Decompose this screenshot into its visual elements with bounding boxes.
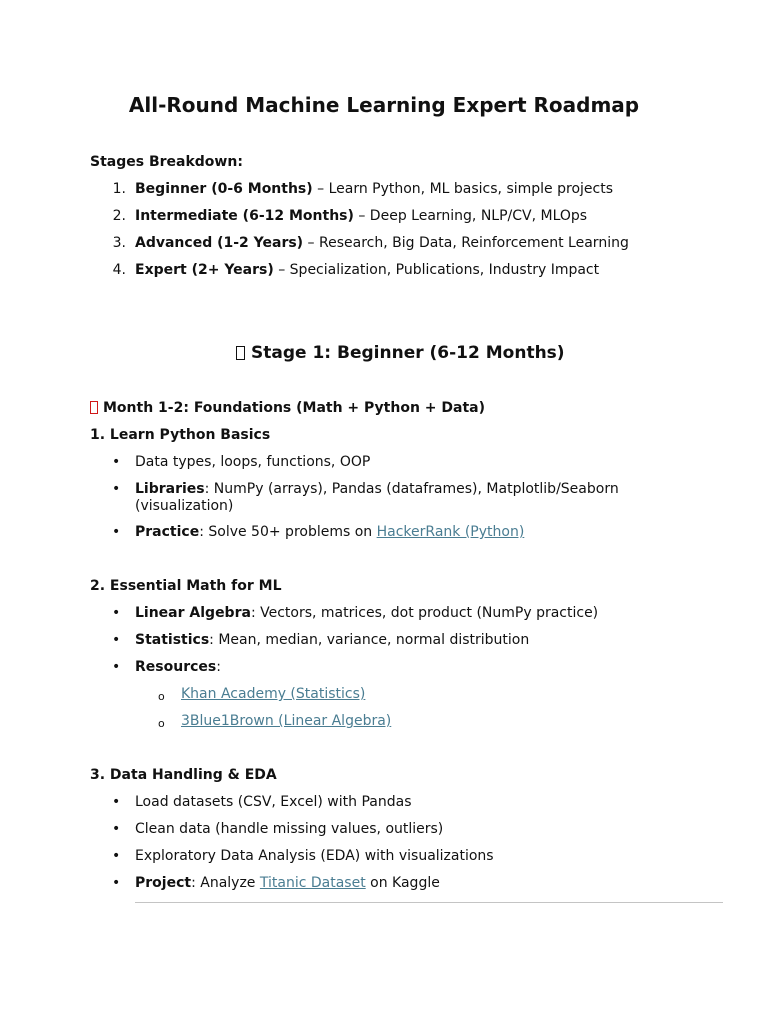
sub-bullet-marker: o — [158, 690, 165, 703]
bullet-marker: • — [112, 848, 121, 864]
missing-emoji-icon — [236, 346, 245, 360]
list-item-continuation: (visualization) — [135, 498, 234, 514]
list-item-text — [135, 181, 613, 198]
month-heading — [90, 400, 485, 417]
item-label: Practice — [135, 524, 200, 540]
item-text: : Vectors, matrices, dot product (NumPy practice) — [250, 605, 599, 621]
stage-label: Beginner (0-6 Months) — [135, 181, 313, 197]
list-item: Clean data (handle missing values, outliers) — [135, 821, 444, 837]
list-number: 1. — [112, 181, 126, 197]
list-item: Data types, loops, functions, OOP — [135, 454, 371, 470]
sub-bullet-marker: o — [158, 717, 165, 730]
bullet-marker: • — [112, 659, 121, 675]
list-item — [135, 632, 529, 649]
list-item-text — [135, 235, 629, 252]
titanic-dataset-link[interactable]: Titanic Dataset — [259, 875, 366, 891]
stage1-heading-text: Stage 1: Beginner (6-12 Months) — [251, 343, 565, 363]
horizontal-rule — [135, 902, 723, 903]
bullet-marker: • — [112, 605, 121, 621]
list-item — [135, 481, 619, 498]
bullet-marker: • — [112, 454, 121, 470]
item-label: Libraries — [135, 481, 205, 497]
item-text: on Kaggle — [365, 875, 440, 891]
item-text: : NumPy (arrays), Pandas (dataframes), Matplotlib/Seaborn — [204, 481, 619, 497]
stages-breakdown-heading: Stages Breakdown: — [90, 154, 243, 170]
list-item: Exploratory Data Analysis (EDA) with visualizations — [135, 848, 494, 864]
stage-desc: – Deep Learning, NLP/CV, MLOps — [353, 208, 588, 224]
list-number: 4. — [112, 262, 126, 278]
stage-desc: – Research, Big Data, Reinforcement Learning — [303, 235, 629, 251]
section1-heading: 1. Learn Python Basics — [90, 427, 271, 443]
list-item: Load datasets (CSV, Excel) with Pandas — [135, 794, 412, 810]
bullet-marker: • — [112, 632, 121, 648]
bullet-marker: • — [112, 524, 121, 540]
item-label: Resources — [135, 659, 217, 675]
item-label: Linear Algebra — [135, 605, 251, 621]
list-item — [135, 524, 524, 541]
item-text: : Solve 50+ problems on — [199, 524, 377, 540]
item-label: Project — [135, 875, 192, 891]
hackerrank-link[interactable]: HackerRank (Python) — [376, 524, 525, 540]
stage-label: Expert (2+ Years) — [135, 262, 274, 278]
list-item-text — [135, 208, 587, 225]
list-item-text — [135, 262, 599, 279]
3blue1brown-link[interactable]: 3Blue1Brown (Linear Algebra) — [181, 713, 392, 729]
list-item — [135, 875, 440, 892]
list-item — [135, 605, 598, 622]
stage-desc: – Specialization, Publications, Industry Impact — [273, 262, 600, 278]
section3-heading: 3. Data Handling & EDA — [90, 767, 277, 783]
month-heading-text: Month 1-2: Foundations (Math + Python + Data) — [103, 400, 486, 416]
bullet-marker: • — [112, 794, 121, 810]
missing-emoji-icon — [90, 401, 98, 414]
list-item — [135, 659, 221, 676]
bullet-marker: • — [112, 821, 121, 837]
stage-label: Advanced (1-2 Years) — [135, 235, 304, 251]
khan-academy-link[interactable]: Khan Academy (Statistics) — [181, 686, 366, 702]
stage1-heading — [236, 343, 565, 363]
page-title: All-Round Machine Learning Expert Roadmap — [128, 93, 640, 117]
list-number: 3. — [112, 235, 126, 251]
bullet-marker: • — [112, 875, 121, 891]
item-text: : Analyze — [191, 875, 260, 891]
stage-label: Intermediate (6-12 Months) — [135, 208, 354, 224]
stage-desc: – Learn Python, ML basics, simple projects — [312, 181, 613, 197]
bullet-marker: • — [112, 481, 121, 497]
item-label: Statistics — [135, 632, 210, 648]
item-text: : Mean, median, variance, normal distribution — [209, 632, 530, 648]
section2-heading: 2. Essential Math for ML — [90, 578, 282, 594]
item-text: : — [216, 659, 221, 675]
list-number: 2. — [112, 208, 126, 224]
